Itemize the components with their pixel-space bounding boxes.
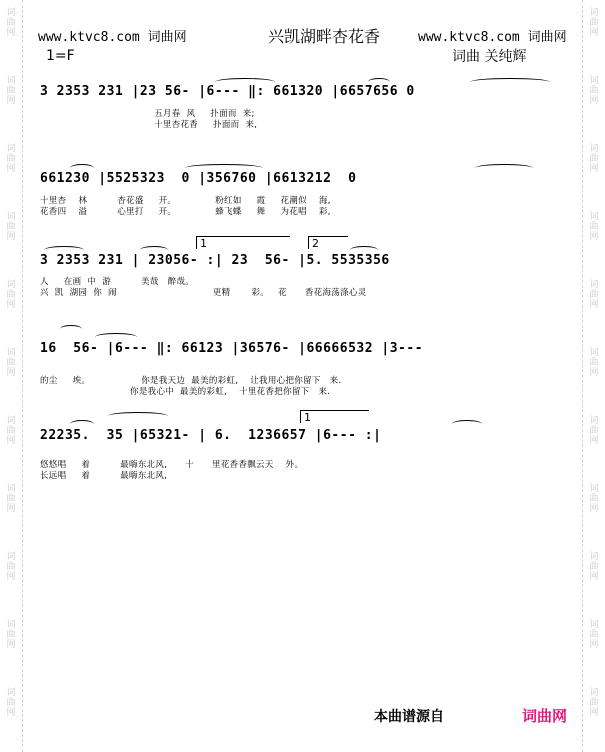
side-watermark: 词 曲 网: [589, 416, 599, 446]
slur: [95, 333, 137, 341]
volta-bracket-2: 2: [308, 236, 348, 249]
side-watermark: 词 曲 网: [6, 552, 16, 582]
slur: [475, 164, 533, 172]
side-watermark: 词 曲 网: [589, 212, 599, 242]
score-row-1-notes: 3 2353 231 |23 56- |6--- ‖: 661320 |665765​6 0: [40, 84, 415, 99]
side-watermark: 词 曲 网: [589, 144, 599, 174]
side-watermark: 词 曲 网: [589, 552, 599, 582]
side-watermark: 词 曲 网: [589, 8, 599, 38]
score-row-5-notes: 22235. 35 |65321- | 6. 1236657 |6--- :|: [40, 428, 382, 443]
side-watermark: 词 曲 网: [6, 144, 16, 174]
side-watermark: 词 曲 网: [589, 484, 599, 514]
side-watermark: 词 曲 网: [6, 484, 16, 514]
side-watermark: 词 曲 网: [589, 348, 599, 378]
side-watermark: 词 曲 网: [6, 8, 16, 38]
side-watermark: 词 曲 网: [6, 688, 16, 718]
slur: [215, 78, 275, 86]
score-row-3-lyrics-2: 兴 凯 湖园 你 闹 更精 彩。 花 香花海荡涤心灵: [40, 288, 367, 298]
source-label: 本曲谱源自: [374, 709, 444, 725]
volta-bracket-3: 1: [300, 410, 369, 423]
score-row-2-lyrics-1: 十里杏 林 杏花盛 开。 粉红如 霞 花潮似 海,: [40, 196, 331, 206]
side-watermark: 词 曲 网: [589, 76, 599, 106]
song-title: 兴凯湖畔杏花香: [268, 27, 381, 46]
side-watermark: 词 曲 网: [6, 348, 16, 378]
side-watermark: 词 曲 网: [589, 688, 599, 718]
side-watermark: 词 曲 网: [6, 280, 16, 310]
brand-logo-text[interactable]: 词曲网: [522, 707, 568, 725]
key-signature: 1=F: [46, 48, 75, 64]
side-watermark: 词 曲 网: [6, 212, 16, 242]
volta-bracket-1: 1: [196, 236, 290, 249]
slur: [185, 164, 263, 172]
score-row-5-lyrics-2: 长远唱 着 最嗨东北风,: [40, 471, 168, 481]
score-row-2-notes: 661230 |55253​23 0 |356760 |6613212 0: [40, 171, 357, 186]
score-row-4-notes: 16 56- |6--- ‖: 66123 |36576- |66666532 |3---: [40, 341, 424, 356]
score-row-2-lyrics-2: 花香四 溢 心里打 开。 蜂飞蝶 舞 为花唱 彩,: [40, 207, 331, 217]
side-watermark: 词 曲 网: [6, 620, 16, 650]
slur: [70, 420, 94, 428]
score-row-1-lyrics-2: 十里杏花香 扑面而 来,: [40, 120, 258, 130]
credits: 词曲 关纯辉: [452, 49, 527, 65]
slur: [70, 164, 94, 172]
site-url-right: www.ktvc8.com 词曲网: [418, 30, 567, 45]
slur: [350, 246, 378, 254]
side-watermark: 词 曲 网: [6, 416, 16, 446]
side-watermark: 词 曲 网: [6, 76, 16, 106]
score-row-3-notes: 3 2353 231 | 23056- :| 23 56- |5. 5535356: [40, 253, 390, 268]
side-watermark: 词 曲 网: [589, 620, 599, 650]
slur: [108, 412, 168, 420]
slur: [470, 78, 550, 86]
side-watermark: 词 曲 网: [589, 280, 599, 310]
score-row-4-lyrics-2: 你是我心中 最美的彩虹, 十里花香把你留下 来.: [40, 387, 331, 397]
site-url-left: www.ktvc8.com 词曲网: [38, 30, 187, 45]
slur: [60, 325, 82, 333]
score-row-4-lyrics-1: 的尘 埃。 你是我天边 最美的彩虹, 让我用心把你留下 来.: [40, 376, 342, 386]
slur: [140, 246, 168, 254]
slur: [452, 420, 482, 428]
score-row-3-lyrics-1: 人 在画 中 游 美哉 醉哉。: [40, 277, 195, 287]
slur: [368, 78, 390, 86]
slur: [44, 246, 84, 254]
score-row-1-lyrics-1: 五月春 风 扑面而 来;: [40, 109, 255, 119]
score-row-5-lyrics-1: 悠悠唱 着 最嗨东北风, 十 里花香香飘云天 外。: [40, 460, 304, 470]
